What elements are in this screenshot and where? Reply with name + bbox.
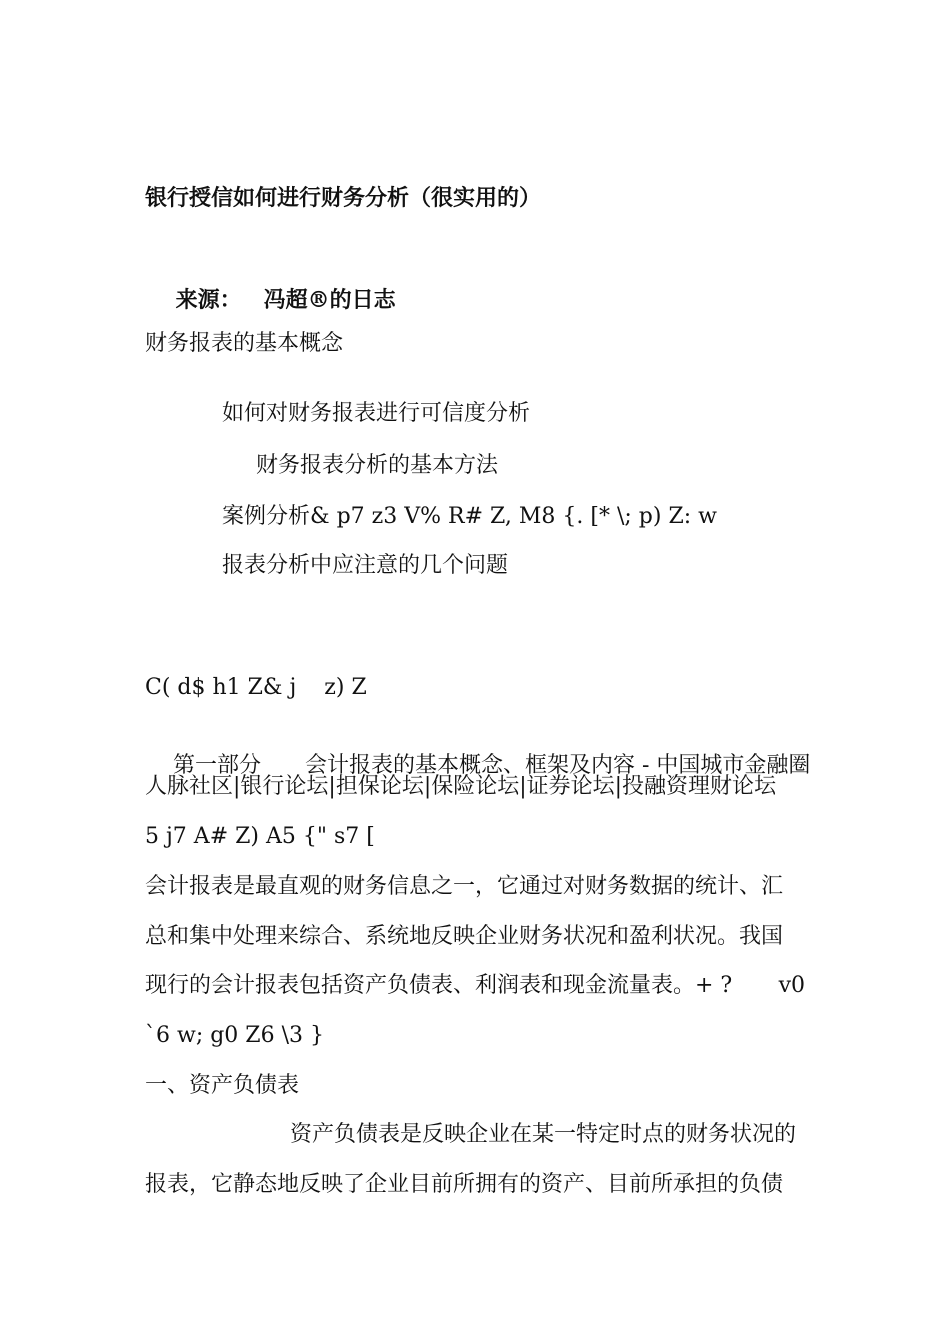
paragraph-1-line-2: 总和集中处理来综合、系统地反映企业财务状况和盈利状况。我国 <box>145 924 784 949</box>
noise-line-2: 5 j7 A# Z) A5 {" s7 [ <box>145 824 375 849</box>
section-balance-sheet-heading: 一、资产负债表 <box>145 1073 300 1098</box>
source-label: 来源： <box>175 287 242 313</box>
toc-item-2: 财务报表分析的基本方法 <box>256 453 499 478</box>
source-value: 冯超®的日志 <box>263 287 396 313</box>
toc-heading: 财务报表的基本概念 <box>145 331 344 356</box>
toc-item-1: 如何对财务报表进行可信度分析 <box>222 401 531 426</box>
paragraph-1-line-1: 会计报表是最直观的财务信息之一，它通过对财务数据的统计、汇 <box>145 874 784 899</box>
paragraph-1-line-3-tail: v0 <box>778 973 805 998</box>
paragraph-1-line-3 <box>145 972 805 1000</box>
part1-title: 会计报表的基本概念、框架及内容 - 中国城市金融圈 <box>305 753 811 778</box>
paragraph-1-line-3-text: 现行的会计报表包括资产负债表、利润表和现金流量表。+ ? <box>145 973 733 998</box>
toc-item-3: 案例分析& p7 z3 V% R# Z, M8 {. [* \; p) Z: w <box>222 504 717 529</box>
noise-line-3: `6 w; g0 Z6 \3 } <box>145 1023 324 1048</box>
paragraph-2-line-1: 资产负债表是反映企业在某一特定时点的财务状况的 <box>290 1122 797 1147</box>
noise-line-1: C( d$ h1 Z& j z) Z <box>145 675 367 700</box>
toc-item-4: 报表分析中应注意的几个问题 <box>222 553 509 578</box>
document-title: 银行授信如何进行财务分析（很实用的） <box>145 185 542 211</box>
part1-continuation: 人脉社区|银行论坛|担保论坛|保险论坛|证券论坛|投融资理财论坛 <box>145 774 777 799</box>
part1-label: 第一部分 <box>172 753 261 778</box>
paragraph-2-line-2: 报表，它静态地反映了企业目前所拥有的资产、目前所承担的负债 <box>145 1172 784 1197</box>
